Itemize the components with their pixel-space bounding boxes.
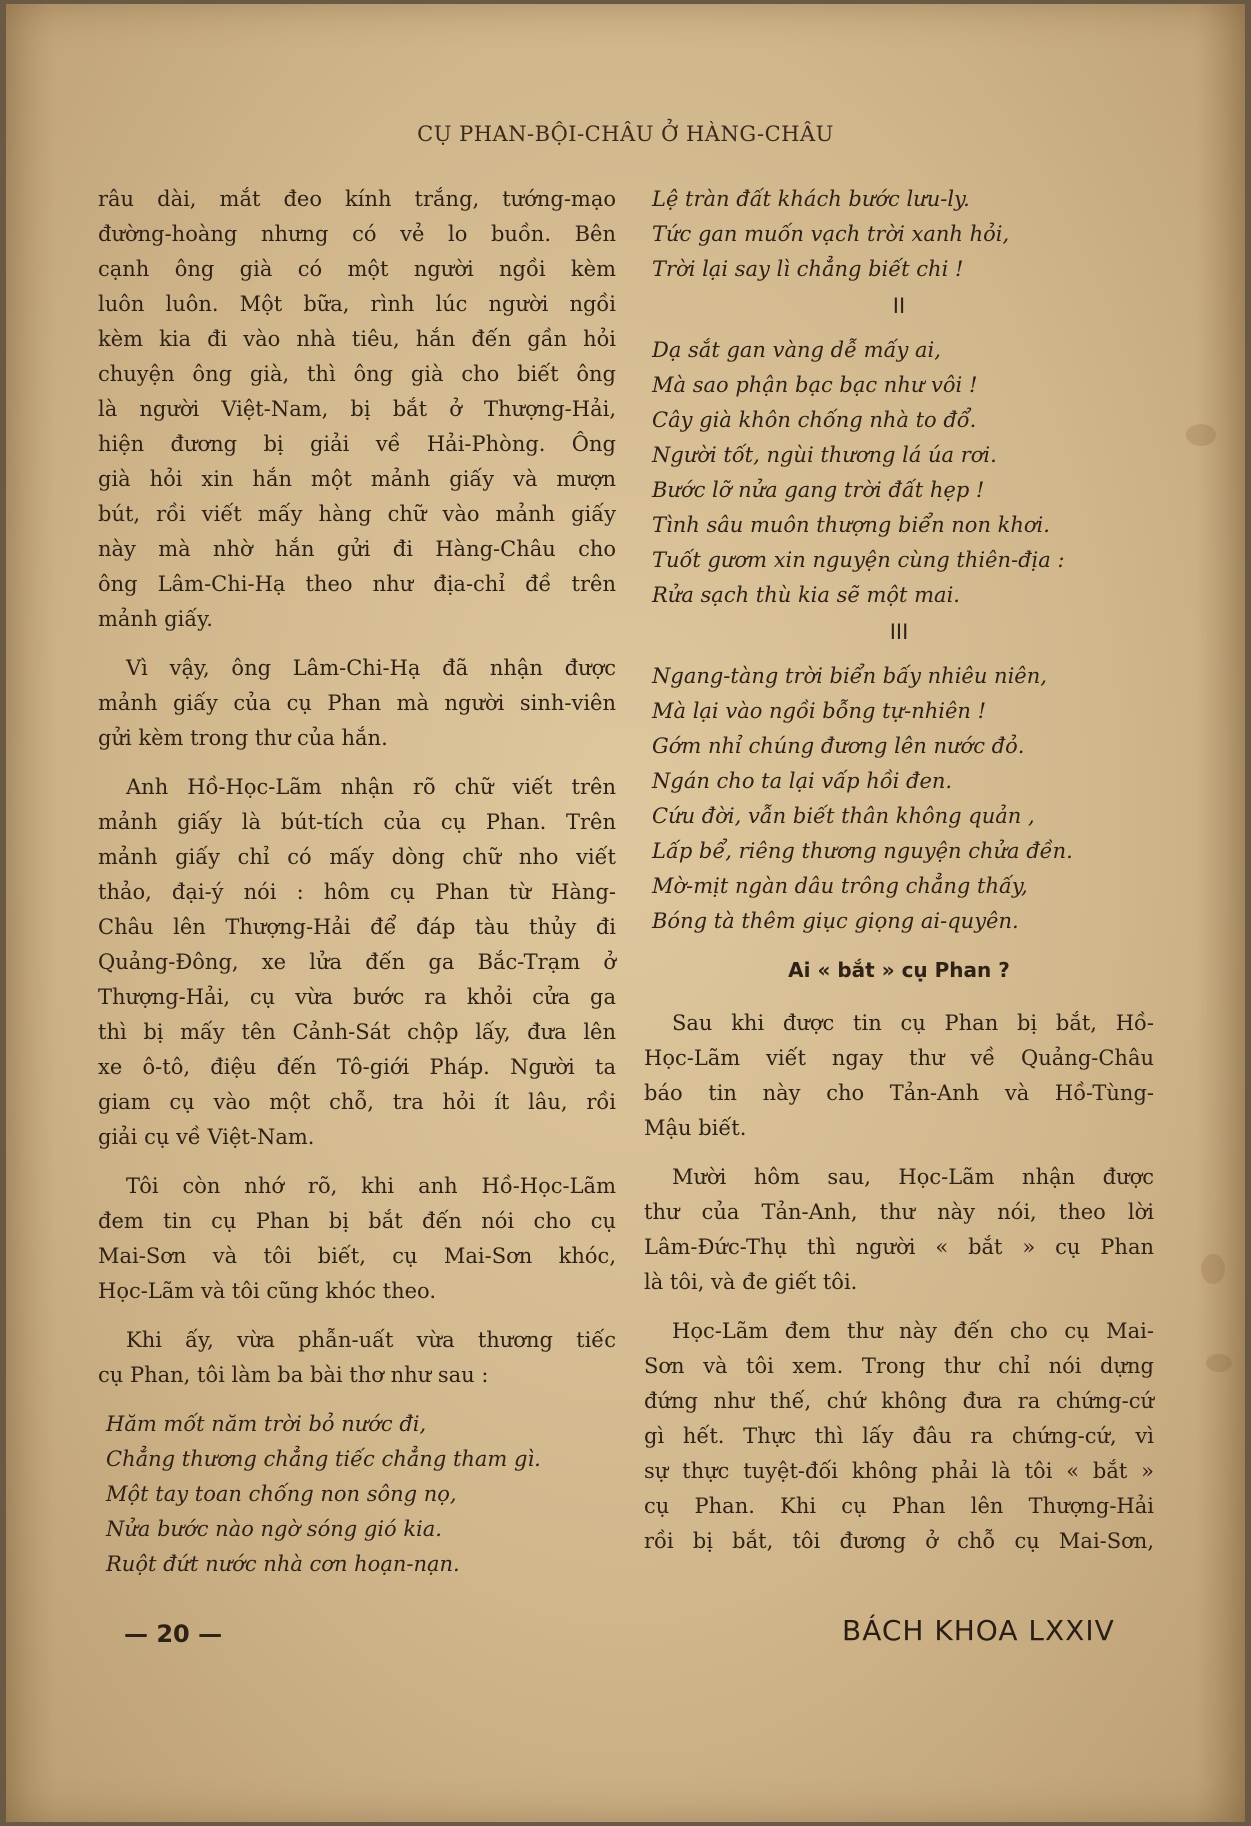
text-line: Học-Lãm viết ngay thư về Quảng-Châu xyxy=(644,1046,1154,1070)
text-line: mảnh giấy chỉ có mấy dòng chữ nho viết xyxy=(98,845,616,869)
verse-line: Tức gan muốn vạch trời xanh hỏi, xyxy=(652,222,1010,246)
paragraph-4 xyxy=(98,1169,616,1309)
text-line: đem tin cụ Phan bị bắt đến nói cho cụ xyxy=(98,1209,616,1233)
paragraph-5 xyxy=(98,1323,616,1393)
text-line: Quảng-Đông, xe lửa đến ga Bắc-Trạm ở xyxy=(98,950,616,974)
text-line: giải cụ về Việt-Nam. xyxy=(98,1125,315,1149)
text-line: Sau khi được tin cụ Phan bị bắt, Hồ- xyxy=(672,1011,1154,1035)
verse-line: Rửa sạch thù kia sẽ một mai. xyxy=(652,583,960,607)
text-line: Học-Lãm và tôi cũng khóc theo. xyxy=(98,1279,436,1303)
text-line: Mười hôm sau, Học-Lãm nhận được xyxy=(672,1165,1154,1189)
text-line: báo tin này cho Tản-Anh và Hồ-Tùng- xyxy=(644,1081,1154,1105)
section-heading: Ai « bắt » cụ Phan ? xyxy=(788,958,1010,982)
poem-number: II xyxy=(892,294,906,318)
text-line: mảnh giấy. xyxy=(98,607,213,631)
text-line: kèm kia đi vào nhà tiêu, hắn đến gần hỏi xyxy=(98,327,616,351)
text-line: Châu lên Thượng-Hải để đáp tàu thủy đi xyxy=(98,915,616,939)
paragraph-6 xyxy=(644,1006,1154,1146)
verse-line: Bóng tà thêm giục giọng ai-quyên. xyxy=(652,909,1019,933)
left-column xyxy=(98,182,616,1582)
running-head: CỤ PHAN-BỘI-CHÂU Ở HÀNG-CHÂU xyxy=(417,122,834,146)
verse-line: Mà sao phận bạc bạc như vôi ! xyxy=(652,373,978,397)
text-line: xe ô-tô, điệu đến Tô-giới Pháp. Người ta xyxy=(98,1055,616,1079)
text-line: là tôi, và đe giết tôi. xyxy=(644,1270,858,1294)
verse-line: Gớm nhỉ chúng đương lên nước đỏ. xyxy=(652,734,1025,758)
verse-line: Người tốt, ngùi thương lá úa rơi. xyxy=(652,443,997,467)
text-line: Thượng-Hải, cụ vừa bước ra khỏi cửa ga xyxy=(98,985,616,1009)
text-line: là người Việt-Nam, bị bắt ở Thượng-Hải, xyxy=(98,397,616,421)
right-column xyxy=(644,182,1154,1559)
verse-line: Cứu đời, vẫn biết thân không quản , xyxy=(652,804,1035,828)
text-line: gì hết. Thực thì lấy đâu ra chứng-cứ, vì xyxy=(644,1424,1154,1448)
text-line: hiện đương bị giải về Hải-Phòng. Ông xyxy=(98,432,616,456)
text-line: thư của Tản-Anh, thư này nói, theo lời xyxy=(644,1200,1154,1224)
verse-line: Dạ sắt gan vàng dễ mấy ai, xyxy=(652,338,941,362)
verse-line: Ngán cho ta lại vấp hồi đen. xyxy=(652,769,953,793)
verse-line: Nửa bước nào ngờ sóng gió kia. xyxy=(106,1517,442,1541)
text-line: cụ Phan, tôi làm ba bài thơ như sau : xyxy=(98,1363,489,1387)
text-line: Sơn và tôi xem. Trong thư chỉ nói dựng xyxy=(644,1354,1154,1378)
text-line: cụ Phan. Khi cụ Phan lên Thượng-Hải xyxy=(644,1494,1154,1518)
paragraph-2 xyxy=(98,651,616,756)
verse-line: Lệ tràn đất khách bước lưu-ly. xyxy=(652,187,970,211)
poem-number: III xyxy=(889,620,909,644)
page-number: — 20 — xyxy=(124,1620,223,1648)
text-line: giam cụ vào một chỗ, tra hỏi ít lâu, rồi xyxy=(98,1090,616,1114)
verse-line: Một tay toan chống non sông nọ, xyxy=(106,1482,457,1506)
text-line: Lâm-Đức-Thụ thì người « bắt » cụ Phan xyxy=(644,1235,1154,1259)
text-line: Tôi còn nhớ rõ, khi anh Hồ-Học-Lãm xyxy=(126,1174,616,1198)
text-line: Mậu biết. xyxy=(644,1116,747,1140)
text-line: chuyện ông già, thì ông già cho biết ông xyxy=(98,362,616,386)
verse-line: Bước lỡ nửa gang trời đất hẹp ! xyxy=(652,478,985,502)
text-line: Mai-Sơn và tôi biết, cụ Mai-Sơn khóc, xyxy=(98,1244,616,1268)
magazine-footer: BÁCH KHOA LXXIV xyxy=(842,1614,1115,1647)
text-line: thảo, đại-ý nói : hôm cụ Phan từ Hàng- xyxy=(98,880,616,904)
verse-line: Mà lại vào ngồi bỗng tự-nhiên ! xyxy=(652,699,987,723)
text-line: già hỏi xin hắn một mảnh giấy và mượn xyxy=(98,467,616,491)
verse-line: Tuốt gươm xin nguyện cùng thiên-địa : xyxy=(652,548,1065,572)
paragraph-8 xyxy=(644,1314,1154,1559)
paragraph-7 xyxy=(644,1160,1154,1300)
text-line: này mà nhờ hắn gửi đi Hàng-Châu cho xyxy=(98,537,616,561)
verse-line: Cây già khôn chống nhà to đổ. xyxy=(652,408,977,432)
text-line: đường-hoàng nhưng có vẻ lo buồn. Bên xyxy=(98,222,616,246)
magazine-page xyxy=(6,4,1245,1822)
verse-line: Chẳng thương chẳng tiếc chẳng tham gì. xyxy=(106,1447,541,1471)
text-line: ông Lâm-Chi-Hạ theo như địa-chỉ đề trên xyxy=(98,572,616,596)
text-line: Anh Hồ-Học-Lãm nhận rõ chữ viết trên xyxy=(126,775,616,799)
poem-3 xyxy=(644,659,1154,939)
text-line: mảnh giấy là bút-tích của cụ Phan. Trên xyxy=(98,810,616,834)
paragraph-1 xyxy=(98,182,616,637)
verse-line: Ruột đứt nước nhà cơn hoạn-nạn. xyxy=(106,1552,460,1576)
verse-line: Hăm mốt năm trời bỏ nước đi, xyxy=(106,1412,427,1436)
text-line: thì bị mấy tên Cảnh-Sát chộp lấy, đưa lên xyxy=(98,1020,616,1044)
text-line: Khi ấy, vừa phẫn-uất vừa thương tiếc xyxy=(126,1328,616,1352)
text-line: râu dài, mắt đeo kính trắng, tướng-mạo xyxy=(98,187,616,211)
verse-line: Tình sâu muôn thượng biển non khơi. xyxy=(652,513,1050,537)
text-line: luôn luôn. Một bữa, rình lúc người ngồi xyxy=(98,292,616,316)
poem-2 xyxy=(644,333,1154,613)
text-line: sự thực tuyệt-đối không phải là tôi « bắt » xyxy=(644,1459,1154,1483)
verse-line: Mờ-mịt ngàn dâu trông chẳng thấy, xyxy=(652,874,1028,898)
text-line: mảnh giấy của cụ Phan mà người sinh-viên xyxy=(98,691,616,715)
verse-line: Trời lại say lì chẳng biết chi ! xyxy=(652,257,964,281)
text-line: đứng như thế, chứ không đưa ra chứng-cứ xyxy=(644,1389,1154,1413)
text-line: rồi bị bắt, tôi đương ở chỗ cụ Mai-Sơn, xyxy=(644,1529,1154,1553)
text-line: gửi kèm trong thư của hắn. xyxy=(98,726,388,750)
paragraph-3 xyxy=(98,770,616,1155)
verse-line: Ngang-tàng trời biển bấy nhiêu niên, xyxy=(652,664,1047,688)
text-line: Vì vậy, ông Lâm-Chi-Hạ đã nhận được xyxy=(126,656,616,680)
text-line: Học-Lãm đem thư này đến cho cụ Mai- xyxy=(672,1319,1154,1343)
poem-1 xyxy=(98,1407,616,1582)
text-line: cạnh ông già có một người ngồi kèm xyxy=(98,257,616,281)
verse-line: Lấp bể, riêng thương nguyện chửa đền. xyxy=(652,839,1073,863)
poem-1-continued xyxy=(644,182,1154,287)
text-line: bút, rồi viết mấy hàng chữ vào mảnh giấy xyxy=(98,502,616,526)
